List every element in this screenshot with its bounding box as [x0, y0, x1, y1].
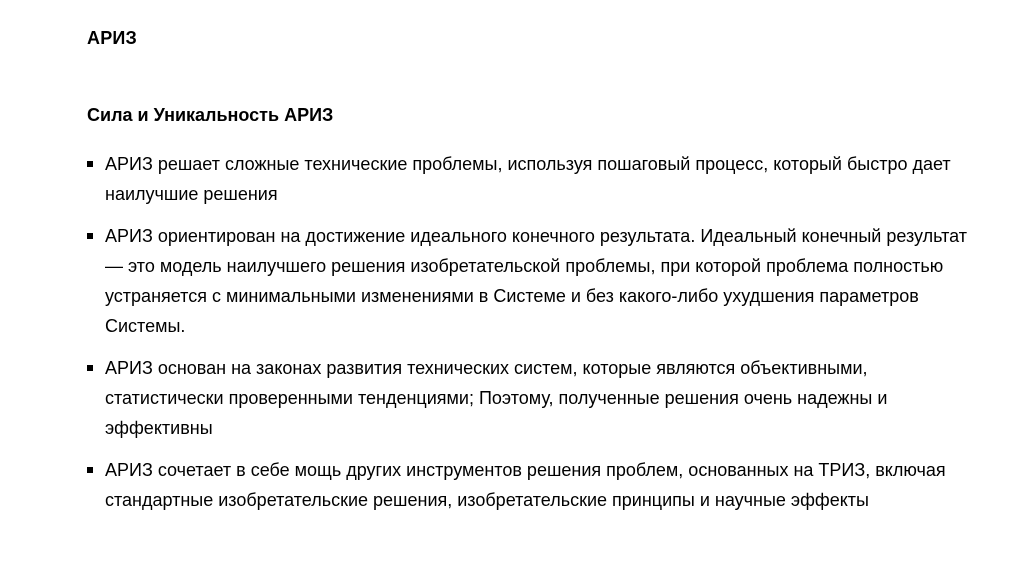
- bullet-text: АРИЗ сочетает в себе мощь других инструментов решения проблем, основанных на ТРИЗ, включая стандартные изобретательские решения, изобретательские принципы и научные эффекты: [105, 460, 946, 510]
- square-bullet-icon: [87, 467, 93, 473]
- bullet-list: [87, 149, 987, 527]
- bullet-item: [87, 221, 987, 341]
- bullet-text: АРИЗ ориентирован на достижение идеального конечного результата. Идеальный конечный результат — это модель наилучшего решения изобретательской проблемы, при которой проблема полностью устраняется с минимальными изменениями в Системе и без какого-либо ухудшения параметров Системы.: [105, 226, 968, 336]
- square-bullet-icon: [87, 365, 93, 371]
- bullet-item: [87, 353, 987, 443]
- bullet-item: [87, 149, 987, 209]
- section-heading: Сила и Уникальность АРИЗ: [87, 105, 334, 125]
- square-bullet-icon: [87, 233, 93, 239]
- bullet-item: [87, 455, 987, 515]
- bullet-text: АРИЗ решает сложные технические проблемы, используя пошаговый процесс, который быстро дает наилучшие решения: [105, 154, 951, 204]
- square-bullet-icon: [87, 161, 93, 167]
- bullet-text: АРИЗ основан на законах развития технических систем, которые являются объективными, статистически проверенными тенденциями; Поэтому, полученные решения очень надежны и эффективны: [105, 358, 888, 438]
- slide-title: АРИЗ: [87, 28, 138, 48]
